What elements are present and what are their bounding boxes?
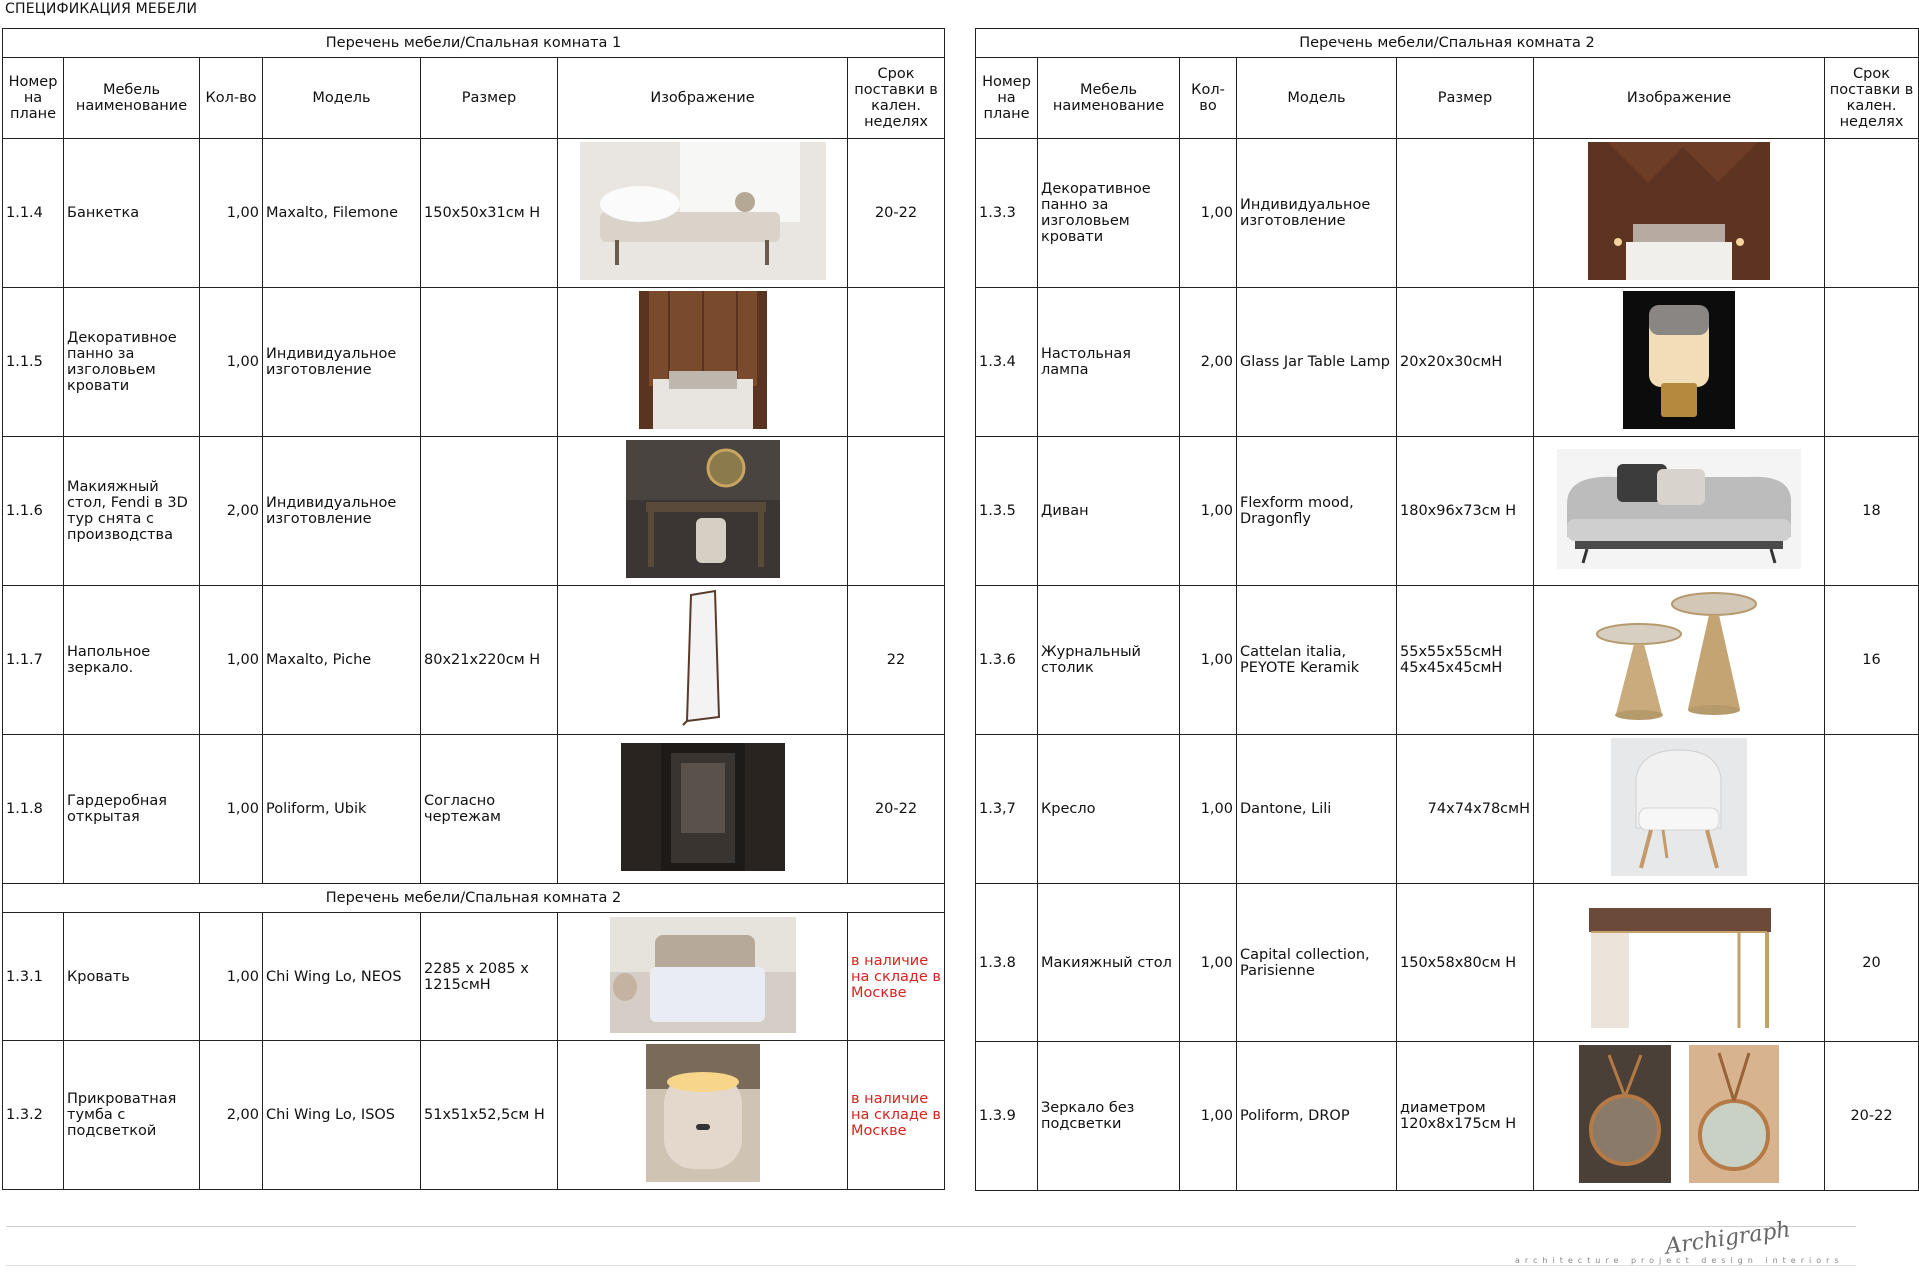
row-size	[421, 437, 558, 586]
row-size: 74x74x78смН	[1397, 735, 1534, 884]
row-model: Dantone, Lili	[1237, 735, 1397, 884]
row-lead: 20-22	[848, 735, 945, 884]
row-image	[1534, 735, 1825, 884]
header-image: Изображение	[1534, 58, 1825, 139]
row-name: Настольная лампа	[1038, 288, 1180, 437]
row-lead-status: в наличие на складе в Москве	[848, 1041, 945, 1190]
row-lead: 22	[848, 586, 945, 735]
row-model: Glass Jar Table Lamp	[1237, 288, 1397, 437]
header-qty: Кол-во	[200, 58, 263, 139]
row-num: 1.3.4	[976, 288, 1038, 437]
row-num: 1.1.6	[3, 437, 64, 586]
row-lead: 20-22	[848, 139, 945, 288]
row-qty: 1,00	[1180, 139, 1237, 288]
row-num: 1.1.5	[3, 288, 64, 437]
header-num: Номер на плане	[3, 58, 64, 139]
row-size: 20x20x30смН	[1397, 288, 1534, 437]
page-title: СПЕЦИФИКАЦИЯ МЕБЕЛИ	[5, 1, 198, 17]
row-model: Capital collection, Parisienne	[1237, 884, 1397, 1042]
row-qty: 1,00	[1180, 884, 1237, 1042]
row-name: Кровать	[64, 913, 200, 1041]
row-size: 2285 x 2085 x 1215смН	[421, 913, 558, 1041]
wardrobe-photo	[621, 743, 785, 871]
header-lead: Срок поставки в кален. неделях	[1825, 58, 1919, 139]
row-lead	[1825, 288, 1919, 437]
table-row	[3, 437, 945, 586]
row-model: Maxalto, Filemone	[263, 139, 421, 288]
row-model: Chi Wing Lo, ISOS	[263, 1041, 421, 1190]
row-num: 1.3.9	[976, 1042, 1038, 1191]
row-qty: 2,00	[200, 437, 263, 586]
header-row	[976, 58, 1919, 139]
section-title-bedroom-2: Перечень мебели/Спальная комната 2	[3, 884, 945, 913]
headboard-panel-photo	[639, 291, 767, 429]
console-table-photo	[1579, 890, 1779, 1032]
row-name: Журнальный столик	[1038, 586, 1180, 735]
coffee-tables-photo	[1584, 589, 1774, 727]
table-row	[3, 139, 945, 288]
header-model: Модель	[1237, 58, 1397, 139]
row-image	[558, 437, 848, 586]
row-model: Индивидуальное изготовление	[263, 288, 421, 437]
row-qty: 1,00	[1180, 586, 1237, 735]
bench-photo	[580, 142, 826, 280]
row-name: Напольное зеркало.	[64, 586, 200, 735]
row-image	[558, 586, 848, 735]
row-image	[1534, 884, 1825, 1042]
row-lead-status: в наличие на складе в Москве	[848, 913, 945, 1041]
row-qty: 1,00	[200, 288, 263, 437]
row-size: 55x55x55смН 45x45x45смН	[1397, 586, 1534, 735]
row-image	[558, 735, 848, 884]
logo-signature: Archigraph	[1663, 1217, 1793, 1260]
row-qty: 1,00	[1180, 1042, 1237, 1191]
row-name: Декоративное панно за изголовьем кровати	[64, 288, 200, 437]
row-name: Прикроватная тумба с подсветкой	[64, 1041, 200, 1190]
floor-mirror-photo	[673, 589, 733, 727]
row-image	[1534, 586, 1825, 735]
row-name: Диван	[1038, 437, 1180, 586]
row-num: 1.3.1	[3, 913, 64, 1041]
round-mirror-photos	[1579, 1045, 1779, 1183]
row-qty: 1,00	[200, 139, 263, 288]
row-lead	[1825, 735, 1919, 884]
row-model: Cattelan italia, PEYOTE Keramik	[1237, 586, 1397, 735]
row-size	[421, 288, 558, 437]
section-title-bedroom-1: Перечень мебели/Спальная комната 1	[3, 29, 945, 58]
row-qty: 2,00	[200, 1041, 263, 1190]
vanity-table-photo	[626, 440, 780, 578]
header-size: Размер	[1397, 58, 1534, 139]
row-image	[558, 288, 848, 437]
header-model: Модель	[263, 58, 421, 139]
section-title-row	[976, 29, 1919, 58]
row-image	[558, 1041, 848, 1190]
row-name: Декоративное панно за изголовьем кровати	[1038, 139, 1180, 288]
table-row	[3, 1041, 945, 1190]
row-qty: 1,00	[1180, 437, 1237, 586]
row-size: 80x21x220см Н	[421, 586, 558, 735]
nightstand-photo	[646, 1044, 760, 1182]
row-image	[1534, 1042, 1825, 1191]
row-qty: 1,00	[200, 735, 263, 884]
table-row	[976, 735, 1919, 884]
table-row	[976, 586, 1919, 735]
table-row	[976, 139, 1919, 288]
table-row	[3, 586, 945, 735]
row-size	[1397, 139, 1534, 288]
studio-logo	[1515, 1217, 1855, 1270]
table-row	[3, 735, 945, 884]
table-row	[976, 437, 1919, 586]
row-lead: 20	[1825, 884, 1919, 1042]
table-lamp-photo	[1623, 291, 1735, 429]
row-image	[1534, 139, 1825, 288]
row-name: Макияжный стол	[1038, 884, 1180, 1042]
row-lead: 18	[1825, 437, 1919, 586]
row-image	[1534, 437, 1825, 586]
header-row	[3, 58, 945, 139]
header-lead: Срок поставки в кален. неделях	[848, 58, 945, 139]
row-qty: 1,00	[200, 913, 263, 1041]
row-name: Зеркало без подсветки	[1038, 1042, 1180, 1191]
header-size: Размер	[421, 58, 558, 139]
row-image	[1534, 288, 1825, 437]
row-lead	[848, 437, 945, 586]
header-name: Мебель наименование	[64, 58, 200, 139]
row-model: Maxalto, Piche	[263, 586, 421, 735]
header-image: Изображение	[558, 58, 848, 139]
row-qty: 1,00	[1180, 735, 1237, 884]
row-num: 1.3.6	[976, 586, 1038, 735]
header-qty: Кол-во	[1180, 58, 1237, 139]
row-name: Гардеробная открытая	[64, 735, 200, 884]
row-size: 180x96x73см Н	[1397, 437, 1534, 586]
row-num: 1.3.3	[976, 139, 1038, 288]
row-model: Индивидуальное изготовление	[263, 437, 421, 586]
row-qty: 2,00	[1180, 288, 1237, 437]
row-model: Индивидуальное изготовление	[1237, 139, 1397, 288]
row-name: Макияжный стол, Fendi в 3D тур снята с производства	[64, 437, 200, 586]
row-image	[558, 139, 848, 288]
sofa-photo	[1557, 449, 1801, 569]
section-title-bedroom-2-right: Перечень мебели/Спальная комната 2	[976, 29, 1919, 58]
section-title-row	[3, 29, 945, 58]
row-name: Кресло	[1038, 735, 1180, 884]
row-num: 1.1.4	[3, 139, 64, 288]
row-name: Банкетка	[64, 139, 200, 288]
row-lead: 20-22	[1825, 1042, 1919, 1191]
table-row	[976, 288, 1919, 437]
row-num: 1.3,7	[976, 735, 1038, 884]
row-qty: 1,00	[200, 586, 263, 735]
row-model: Flexform mood, Dragonfly	[1237, 437, 1397, 586]
row-num: 1.1.7	[3, 586, 64, 735]
row-size: 150x50x31см Н	[421, 139, 558, 288]
row-num: 1.3.8	[976, 884, 1038, 1042]
header-num: Номер на плане	[976, 58, 1038, 139]
logo-tagline: architecture project design interiors	[1515, 1256, 1844, 1265]
row-num: 1.3.5	[976, 437, 1038, 586]
row-model: Poliform, Ubik	[263, 735, 421, 884]
row-size: 150x58x80см Н	[1397, 884, 1534, 1042]
left-spec-table	[2, 28, 945, 1190]
row-num: 1.1.8	[3, 735, 64, 884]
right-spec-table	[975, 28, 1919, 1191]
row-size: 51x51x52,5см Н	[421, 1041, 558, 1190]
row-model: Chi Wing Lo, NEOS	[263, 913, 421, 1041]
table-row	[976, 1042, 1919, 1191]
section-title-row	[3, 884, 945, 913]
row-image	[558, 913, 848, 1041]
row-size: диаметром 120x8x175см Н	[1397, 1042, 1534, 1191]
table-row	[3, 288, 945, 437]
row-model: Poliform, DROP	[1237, 1042, 1397, 1191]
row-lead: 16	[1825, 586, 1919, 735]
wood-panel-photo	[1588, 142, 1770, 280]
row-lead	[1825, 139, 1919, 288]
row-num: 1.3.2	[3, 1041, 64, 1190]
row-lead	[848, 288, 945, 437]
header-name: Мебель наименование	[1038, 58, 1180, 139]
bed-photo	[610, 917, 796, 1033]
table-row	[976, 884, 1919, 1042]
table-row	[3, 913, 945, 1041]
armchair-photo	[1611, 738, 1747, 876]
row-size: Согласно чертежам	[421, 735, 558, 884]
